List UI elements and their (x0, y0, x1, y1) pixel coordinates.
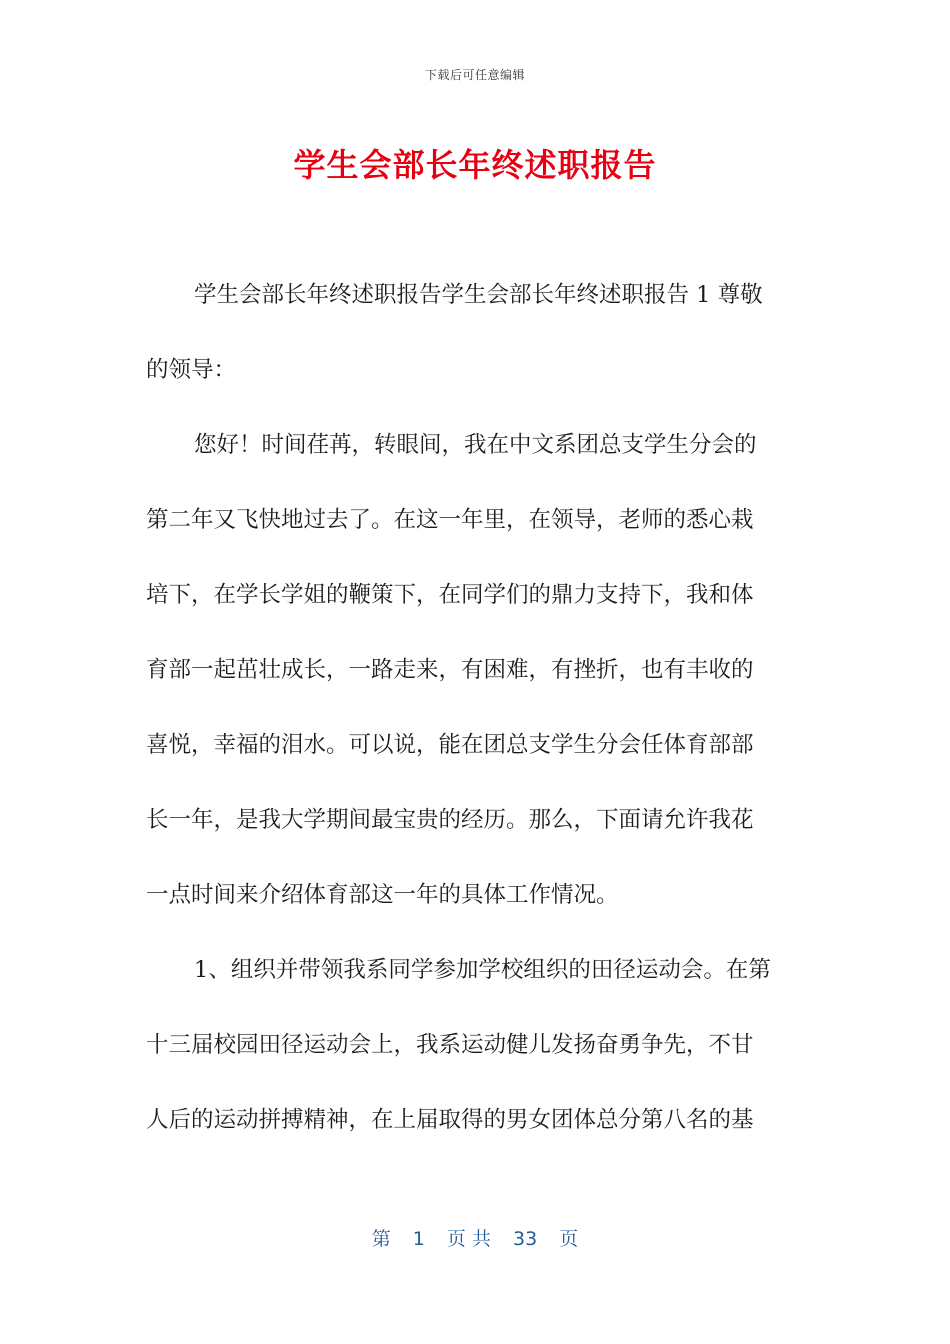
header-note: 下载后可任意编辑 (424, 68, 525, 82)
body-line: 学生会部长年终述职报告学生会部长年终述职报告 1 尊敬 (194, 282, 763, 308)
body-line: 1、组织并带领我系同学参加学校组织的田径运动会。在第 (194, 957, 771, 983)
body-line: 您好！时间荏苒，转眼间，我在中文系团总支学生分会的 (194, 432, 757, 458)
page-prefix: 第 (371, 1228, 391, 1250)
document-body (146, 270, 802, 1170)
total-pages-number: 33 (513, 1228, 538, 1250)
body-line: 喜悦，幸福的泪水。可以说，能在团总支学生分会任体育部部 (146, 732, 754, 758)
page-number-footer (0, 1224, 950, 1251)
page-mid-text: 页 共 (446, 1228, 491, 1250)
body-line: 培下，在学长学姐的鞭策下，在同学们的鼎力支持下，我和体 (146, 582, 754, 608)
page-suffix: 页 (559, 1228, 579, 1250)
body-line: 的领导： (146, 357, 237, 383)
body-line: 一点时间来介绍体育部这一年的具体工作情况。 (146, 882, 619, 908)
body-line: 育部一起茁壮成长，一路走来，有困难，有挫折，也有丰收的 (146, 657, 754, 683)
body-line: 长一年，是我大学期间最宝贵的经历。那么，下面请允许我花 (146, 807, 754, 833)
current-page-number: 1 (412, 1228, 425, 1250)
document-title: 学生会部长年终述职报告 (293, 146, 657, 184)
body-line: 人后的运动拼搏精神，在上届取得的男女团体总分第八名的基 (146, 1107, 754, 1133)
body-line: 十三届校园田径运动会上，我系运动健儿发扬奋勇争先，不甘 (146, 1032, 754, 1058)
body-line: 第二年又飞快地过去了。在这一年里，在领导，老师的悉心栽 (146, 507, 754, 533)
